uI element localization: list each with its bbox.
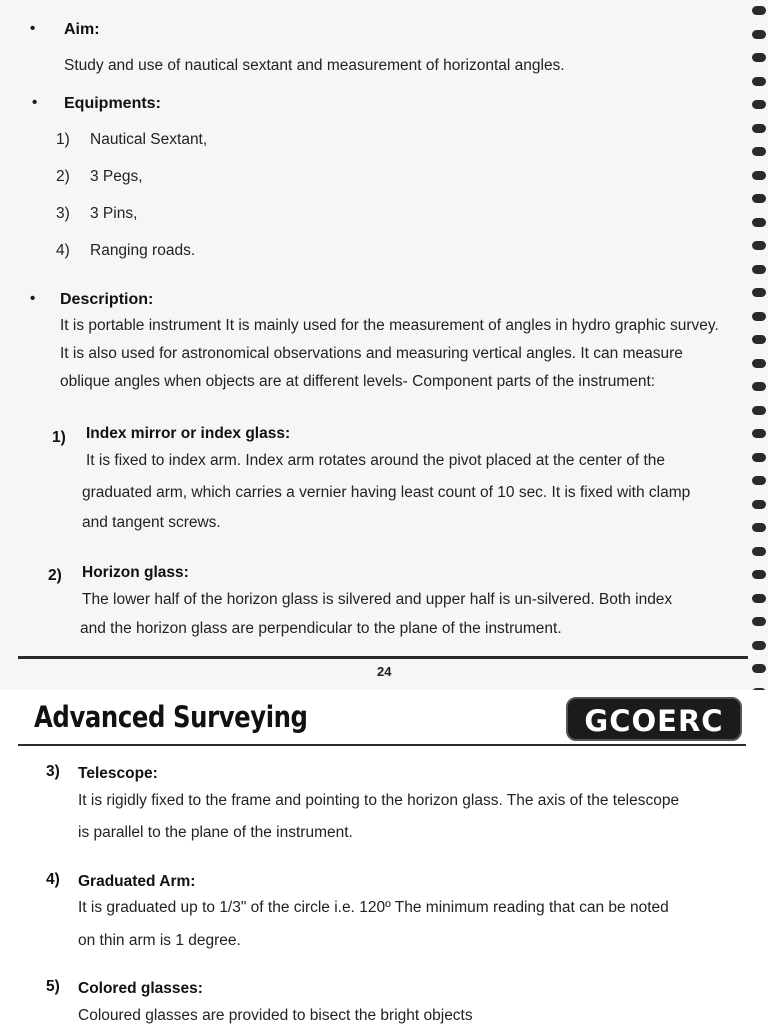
- part-line: on thin arm is 1 degree.: [78, 932, 241, 949]
- part-line: Coloured glasses are provided to bisect the bright objects: [78, 1007, 473, 1024]
- binding-ring: [752, 523, 766, 532]
- page-number: 24: [377, 664, 392, 679]
- equipment-num: 4): [56, 242, 70, 259]
- part-line: and tangent screws.: [82, 514, 221, 531]
- bullet-icon: •: [30, 290, 36, 307]
- college-badge: [566, 697, 742, 741]
- bullet-icon: •: [32, 94, 38, 111]
- part-num: 4): [46, 871, 60, 888]
- binding-ring: [752, 500, 766, 509]
- part-num: 2): [48, 567, 62, 584]
- part-title: Index mirror or index glass:: [86, 425, 291, 442]
- binding-ring: [752, 124, 766, 133]
- aim-heading: Aim:: [64, 21, 100, 38]
- badge-label: GCOERC: [584, 704, 724, 738]
- binding-ring: [752, 664, 766, 673]
- part-num: 5): [46, 978, 60, 995]
- binding-ring: [752, 570, 766, 579]
- binding-ring: [752, 335, 766, 344]
- binding-ring: [752, 382, 766, 391]
- spiral-binding: [746, 0, 768, 690]
- part-line: is parallel to the plane of the instrument.: [78, 824, 353, 841]
- description-line: It is also used for astronomical observations and measuring vertical angles. It can measure: [60, 345, 683, 362]
- binding-ring: [752, 241, 766, 250]
- equipments-heading: Equipments:: [64, 95, 161, 112]
- equipment-num: 2): [56, 168, 70, 185]
- description-line: oblique angles when objects are at different levels- Component parts of the instrument:: [60, 373, 656, 390]
- binding-ring: [752, 617, 766, 626]
- part-title: Graduated Arm:: [78, 873, 196, 890]
- binding-ring: [752, 218, 766, 227]
- binding-ring: [752, 312, 766, 321]
- part-line: graduated arm, which carries a vernier having least count of 10 sec. It is fixed with clamp: [82, 484, 691, 501]
- part-line: It is graduated up to 1/3" of the circle i.e. 120º The minimum reading that can be noted: [78, 899, 669, 916]
- equipment-num: 3): [56, 205, 70, 222]
- part-line: and the horizon glass are perpendicular to the plane of the instrument.: [80, 620, 562, 637]
- book-title: Advanced Surveying: [34, 700, 308, 734]
- equipment-item: 3 Pins,: [90, 205, 138, 222]
- part-title: Telescope:: [78, 765, 158, 782]
- equipment-num: 1): [56, 131, 70, 148]
- part-title: Colored glasses:: [78, 980, 203, 997]
- binding-ring: [752, 77, 766, 86]
- aim-text: Study and use of nautical sextant and measurement of horizontal angles.: [64, 57, 565, 74]
- part-line: It is rigidly fixed to the frame and pointing to the horizon glass. The axis of the telescope: [78, 792, 680, 809]
- description-line: It is portable instrument It is mainly used for the measurement of angles in hydro graphic survey.: [60, 317, 719, 334]
- binding-ring: [752, 429, 766, 438]
- binding-ring: [752, 288, 766, 297]
- binding-ring: [752, 476, 766, 485]
- binding-ring: [752, 265, 766, 274]
- binding-ring: [752, 594, 766, 603]
- equipment-item: Ranging roads.: [90, 242, 196, 259]
- part-num: 1): [52, 429, 66, 446]
- page-footer-rule: [18, 656, 748, 659]
- binding-ring: [752, 100, 766, 109]
- binding-ring: [752, 147, 766, 156]
- binding-ring: [752, 453, 766, 462]
- part-title: Horizon glass:: [82, 564, 189, 581]
- equipment-item: Nautical Sextant,: [90, 131, 208, 148]
- part-line: It is fixed to index arm. Index arm rotates around the pivot placed at the center of the: [86, 452, 665, 469]
- binding-ring: [752, 406, 766, 415]
- binding-ring: [752, 194, 766, 203]
- binding-ring: [752, 641, 766, 650]
- description-heading: Description:: [60, 291, 154, 308]
- bullet-icon: •: [30, 20, 36, 37]
- part-line: The lower half of the horizon glass is silvered and upper half is un-silvered. Both index: [82, 591, 673, 608]
- binding-ring: [752, 547, 766, 556]
- binding-ring: [752, 171, 766, 180]
- binding-ring: [752, 6, 766, 15]
- header-rule: [18, 744, 746, 746]
- binding-ring: [752, 359, 766, 368]
- part-num: 3): [46, 763, 60, 780]
- binding-ring: [752, 30, 766, 39]
- equipment-item: 3 Pegs,: [90, 168, 143, 185]
- binding-ring: [752, 53, 766, 62]
